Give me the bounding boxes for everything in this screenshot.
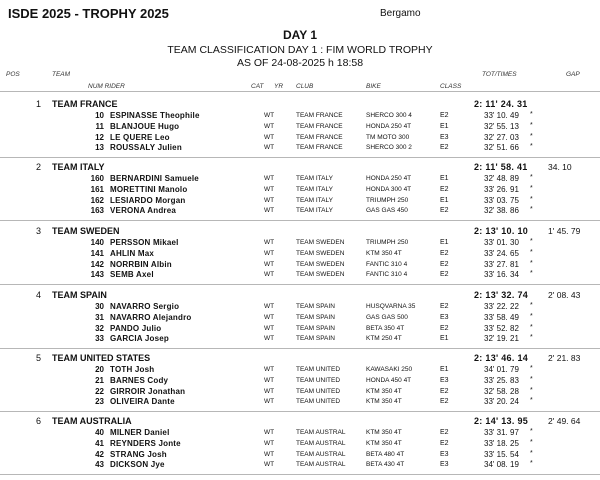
rider-class: E3 [440, 376, 449, 384]
rider-row [0, 460, 600, 471]
rider-club: TEAM SWEDEN [296, 249, 345, 257]
counted-time-marker: * [530, 132, 533, 140]
counted-time-marker: * [530, 259, 533, 267]
rider-time: 33' 22. 22 [484, 302, 519, 311]
rider-class: E2 [440, 249, 449, 257]
rider-time: 33' 25. 83 [484, 375, 519, 385]
rider-number: 31 [95, 312, 104, 322]
rider-club: TEAM ITALY [296, 207, 333, 215]
rider-category: WT [264, 398, 275, 406]
classification-subtitle: TEAM CLASSIFICATION DAY 1 : FIM WORLD TROPHY [167, 44, 433, 56]
rider-category: WT [264, 313, 275, 321]
counted-time-marker: * [530, 449, 533, 457]
rider-time: 33' 24. 65 [484, 248, 519, 258]
rider-club: TEAM ITALY [296, 185, 333, 193]
rider-category: WT [264, 175, 275, 182]
rider-category: WT [264, 461, 275, 469]
rider-bike: FANTIC 310 4 [366, 260, 408, 268]
team-name: TEAM SPAIN [52, 290, 107, 300]
col-pos: POS [6, 71, 20, 78]
rider-class: E1 [440, 175, 449, 182]
team-total-time: 2: 13' 32. 74 [474, 290, 529, 300]
rider-time: 32' 55. 13 [484, 121, 519, 131]
rider-class: E2 [440, 271, 449, 279]
rider-name: ROUSSALY Julien [110, 143, 182, 153]
col-club: CLUB [296, 83, 314, 90]
team-total-time: 2: 14' 13. 95 [474, 416, 529, 426]
rider-number: 21 [95, 375, 104, 385]
rider-row [0, 143, 600, 154]
rider-bike: TRIUMPH 250 [366, 239, 409, 246]
rider-name: LE QUERE Leo [110, 132, 170, 142]
counted-time-marker: * [530, 386, 533, 394]
rider-name: SEMB Axel [110, 270, 154, 280]
rider-category: WT [264, 450, 275, 458]
rider-bike: TRIUMPH 250 [366, 196, 409, 204]
rider-time: 33' 52. 82 [484, 323, 519, 333]
rider-bike: KTM 350 4T [366, 249, 402, 257]
rider-class: E2 [440, 429, 449, 436]
rider-row [0, 238, 600, 249]
team-block [0, 416, 600, 480]
as-of-timestamp: AS OF 24-08-2025 h 18:58 [236, 57, 364, 69]
rider-club: TEAM UNITED [296, 398, 341, 406]
counted-time-marker: * [530, 365, 533, 372]
rider-time: 33' 15. 54 [484, 449, 519, 459]
rider-club: TEAM SPAIN [296, 303, 335, 310]
counted-time-marker: * [530, 270, 533, 278]
rider-category: WT [264, 303, 275, 310]
rider-category: WT [264, 429, 275, 436]
rider-class: E2 [440, 439, 449, 447]
rider-name: STRANG Josh [110, 449, 167, 459]
rider-row [0, 249, 600, 260]
rider-number: 33 [95, 334, 104, 344]
rider-time: 33' 16. 34 [484, 270, 519, 280]
team-separator [0, 157, 600, 158]
col-num-rider: NUM RIDER [88, 83, 125, 90]
rider-bike: HONDA 450 4T [366, 376, 412, 384]
rider-number: 10 [95, 111, 104, 120]
header-separator [0, 91, 600, 92]
rider-club: TEAM SWEDEN [296, 260, 345, 268]
rider-number: 160 [90, 174, 104, 183]
rider-row [0, 365, 600, 376]
team-name: TEAM ITALY [52, 162, 105, 172]
rider-club: TEAM SWEDEN [296, 239, 345, 246]
rider-row [0, 111, 600, 122]
rider-name: LESIARDO Morgan [110, 195, 186, 205]
rider-bike: KTM 350 4T [366, 429, 402, 436]
rider-category: WT [264, 387, 275, 395]
rider-bike: BETA 480 4T [366, 450, 405, 458]
rider-time: 32' 27. 03 [484, 132, 519, 142]
rider-number: 162 [90, 195, 104, 205]
rider-bike: HONDA 300 4T [366, 185, 412, 193]
rider-row [0, 185, 600, 196]
rider-bike: HONDA 250 4T [366, 122, 412, 130]
rider-category: WT [264, 239, 275, 246]
rider-number: 32 [95, 323, 104, 333]
counted-time-marker: * [530, 174, 533, 181]
rider-class: E2 [440, 324, 449, 332]
team-gap: 2' 08. 43 [548, 290, 581, 300]
rider-name: NAVARRO Sergio [110, 302, 180, 311]
counted-time-marker: * [530, 375, 533, 383]
rider-number: 22 [95, 386, 104, 396]
counted-time-marker: * [530, 111, 533, 118]
rider-class: E3 [440, 450, 449, 458]
rider-row [0, 133, 600, 144]
col-team: TEAM [52, 71, 71, 78]
rider-name: AHLIN Max [110, 248, 155, 258]
team-name: TEAM AUSTRALIA [52, 416, 132, 426]
rider-class: E1 [440, 196, 449, 204]
rider-category: WT [264, 249, 275, 257]
rider-category: WT [264, 335, 275, 343]
rider-time: 33' 20. 24 [484, 397, 519, 407]
rider-club: TEAM FRANCE [296, 122, 343, 130]
team-name: TEAM FRANCE [52, 99, 118, 109]
rider-time: 32' 38. 86 [484, 206, 519, 216]
counted-time-marker: * [530, 438, 533, 446]
rider-number: 12 [95, 132, 104, 142]
col-class: CLASS [440, 83, 462, 90]
rider-bike: KTM 350 4T [366, 439, 402, 447]
team-separator [0, 220, 600, 221]
rider-row [0, 196, 600, 207]
rider-name: BARNES Cody [110, 375, 169, 385]
rider-class: E2 [440, 387, 449, 395]
counted-time-marker: * [530, 206, 533, 214]
rider-bike: KTM 250 4T [366, 335, 402, 343]
rider-bike: KTM 350 4T [366, 387, 402, 395]
rider-name: MILNER Daniel [110, 428, 170, 437]
team-separator [0, 474, 600, 475]
rider-number: 142 [90, 259, 104, 269]
rider-name: NORRBIN Albin [110, 259, 172, 269]
col-yr: YR [274, 83, 284, 90]
team-position: 2 [36, 162, 42, 172]
rider-number: 42 [95, 449, 104, 459]
rider-time: 33' 10. 49 [484, 111, 519, 120]
rider-category: WT [264, 144, 275, 152]
team-position: 5 [36, 353, 42, 363]
team-position: 3 [36, 226, 42, 236]
rider-bike: BETA 430 4T [366, 461, 405, 469]
rider-club: TEAM SPAIN [296, 324, 335, 332]
rider-club: TEAM UNITED [296, 387, 341, 395]
rider-name: BERNARDINI Samuele [110, 174, 199, 183]
rider-class: E2 [440, 207, 449, 215]
rider-row [0, 428, 600, 439]
rider-time: 33' 58. 49 [484, 312, 519, 322]
counted-time-marker: * [530, 121, 533, 129]
venue-label: Bergamo [380, 8, 421, 19]
rider-time: 34' 08. 19 [484, 460, 519, 470]
rider-row [0, 270, 600, 281]
counted-time-marker: * [530, 143, 533, 151]
counted-time-marker: * [530, 248, 533, 256]
rider-category: WT [264, 439, 275, 447]
rider-category: WT [264, 112, 275, 119]
rider-row [0, 324, 600, 335]
rider-category: WT [264, 207, 275, 215]
rider-time: 34' 01. 79 [484, 365, 519, 374]
rider-club: TEAM FRANCE [296, 133, 343, 141]
rider-club: TEAM SPAIN [296, 313, 335, 321]
team-separator [0, 348, 600, 349]
rider-club: TEAM UNITED [296, 376, 341, 384]
counted-time-marker: * [530, 460, 533, 468]
rider-row [0, 206, 600, 217]
rider-row [0, 397, 600, 408]
rider-number: 23 [95, 397, 104, 407]
counted-time-marker: * [530, 312, 533, 320]
rider-class: E1 [440, 335, 449, 343]
rider-category: WT [264, 133, 275, 141]
rider-row [0, 376, 600, 387]
rider-club: TEAM AUSTRAL [296, 429, 346, 436]
team-position: 6 [36, 416, 42, 426]
rider-category: WT [264, 260, 275, 268]
page-title: ISDE 2025 - TROPHY 2025 [8, 6, 169, 21]
counted-time-marker: * [530, 428, 533, 435]
rider-club: TEAM FRANCE [296, 144, 343, 152]
rider-bike: HONDA 250 4T [366, 175, 412, 182]
counted-time-marker: * [530, 184, 533, 192]
rider-bike: SHERCO 300 4 [366, 112, 412, 119]
rider-time: 33' 03. 75 [484, 195, 519, 205]
rider-number: 20 [95, 365, 104, 374]
rider-name: REYNDERS Jonte [110, 438, 181, 448]
rider-row [0, 313, 600, 324]
rider-class: E2 [440, 112, 449, 119]
rider-class: E2 [440, 398, 449, 406]
col-tot-times: TOT/TIMES [482, 71, 517, 78]
team-total-time: 2: 11' 24. 31 [474, 99, 528, 109]
rider-club: TEAM AUSTRAL [296, 461, 346, 469]
rider-number: 40 [95, 428, 104, 437]
rider-row [0, 334, 600, 345]
rider-row [0, 122, 600, 133]
rider-number: 140 [90, 238, 104, 247]
col-gap: GAP [566, 71, 580, 78]
rider-number: 163 [90, 206, 104, 216]
team-gap: 2' 49. 64 [548, 416, 581, 426]
rider-time: 33' 26. 91 [484, 184, 519, 194]
rider-number: 161 [90, 184, 104, 194]
counted-time-marker: * [530, 323, 533, 331]
rider-bike: GAS GAS 500 [366, 313, 408, 321]
rider-bike: FANTIC 310 4 [366, 271, 408, 279]
rider-club: TEAM AUSTRAL [296, 450, 346, 458]
rider-number: 11 [95, 121, 104, 131]
team-gap: 34. 10 [548, 162, 572, 172]
rider-class: E1 [440, 122, 449, 130]
rider-class: E2 [440, 303, 449, 310]
rider-class: E2 [440, 144, 449, 152]
rider-row [0, 302, 600, 313]
rider-category: WT [264, 271, 275, 279]
rider-name: GIRROIR Jonathan [110, 386, 186, 396]
rider-category: WT [264, 122, 275, 130]
rider-row [0, 260, 600, 271]
team-total-time: 2: 11' 58. 41 [474, 162, 528, 172]
rider-row [0, 387, 600, 398]
rider-number: 41 [95, 438, 104, 448]
rider-time: 33' 18. 25 [484, 438, 519, 448]
rider-class: E1 [440, 239, 449, 246]
rider-time: 33' 27. 81 [484, 259, 519, 269]
rider-class: E3 [440, 461, 449, 469]
team-gap: 1' 45. 79 [548, 226, 581, 236]
rider-number: 13 [95, 143, 104, 153]
rider-row [0, 174, 600, 185]
rider-category: WT [264, 196, 275, 204]
rider-time: 32' 48. 89 [484, 174, 519, 183]
rider-name: VERONA Andrea [110, 206, 177, 216]
rider-bike: TM MOTO 300 [366, 133, 410, 141]
counted-time-marker: * [530, 238, 533, 245]
rider-category: WT [264, 324, 275, 332]
counted-time-marker: * [530, 397, 533, 405]
team-position: 4 [36, 290, 42, 300]
rider-name: DICKSON Jye [110, 460, 165, 470]
rider-category: WT [264, 376, 275, 384]
rider-club: TEAM ITALY [296, 196, 333, 204]
rider-class: E2 [440, 185, 449, 193]
rider-name: PANDO Julio [110, 323, 162, 333]
rider-bike: KAWASAKI 250 [366, 366, 413, 373]
team-separator [0, 411, 600, 412]
team-position: 1 [36, 99, 42, 109]
rider-number: 43 [95, 460, 104, 470]
col-cat: CAT [251, 83, 264, 90]
rider-category: WT [264, 366, 275, 373]
rider-number: 30 [95, 302, 104, 311]
rider-time: 33' 01. 30 [484, 238, 519, 247]
rider-number: 141 [90, 248, 104, 258]
rider-bike: HUSQVARNA 35 [366, 303, 416, 310]
rider-time: 32' 58. 28 [484, 386, 519, 396]
rider-time: 33' 31. 97 [484, 428, 519, 437]
rider-name: MORETTINI Manolo [110, 184, 188, 194]
counted-time-marker: * [530, 334, 533, 342]
rider-name: GARCIA Josep [110, 334, 170, 344]
rider-bike: KTM 350 4T [366, 398, 402, 406]
rider-name: BLANJOUE Hugo [110, 121, 180, 131]
rider-club: TEAM SWEDEN [296, 271, 345, 279]
rider-club: TEAM ITALY [296, 175, 333, 182]
rider-name: OLIVEIRA Dante [110, 397, 175, 407]
day-heading: DAY 1 [282, 28, 318, 42]
rider-class: E2 [440, 260, 449, 268]
rider-number: 143 [90, 270, 104, 280]
rider-name: PERSSON Mikael [110, 238, 179, 247]
counted-time-marker: * [530, 195, 533, 203]
rider-bike: BETA 350 4T [366, 324, 405, 332]
rider-class: E3 [440, 313, 449, 321]
rider-club: TEAM UNITED [296, 366, 341, 373]
rider-club: TEAM SPAIN [296, 335, 335, 343]
team-gap: 2' 21. 83 [548, 353, 581, 363]
rider-category: WT [264, 185, 275, 193]
rider-class: E3 [440, 133, 449, 141]
col-bike: BIKE [366, 83, 381, 90]
rider-row [0, 450, 600, 461]
rider-class: E1 [440, 366, 449, 373]
rider-club: TEAM AUSTRAL [296, 439, 346, 447]
rider-bike: GAS GAS 450 [366, 207, 408, 215]
rider-time: 32' 19. 21 [484, 334, 519, 344]
rider-row [0, 439, 600, 450]
team-total-time: 2: 13' 10. 10 [474, 226, 529, 236]
team-name: TEAM UNITED STATES [52, 353, 151, 363]
rider-name: NAVARRO Alejandro [110, 312, 192, 322]
rider-club: TEAM FRANCE [296, 112, 343, 119]
team-name: TEAM SWEDEN [52, 226, 120, 236]
rider-name: ESPINASSE Theophile [110, 111, 200, 120]
team-separator [0, 284, 600, 285]
rider-time: 32' 51. 66 [484, 143, 519, 153]
rider-name: TOTH Josh [110, 365, 155, 374]
rider-bike: SHERCO 300 2 [366, 144, 412, 152]
team-total-time: 2: 13' 46. 14 [474, 353, 529, 363]
counted-time-marker: * [530, 302, 533, 309]
